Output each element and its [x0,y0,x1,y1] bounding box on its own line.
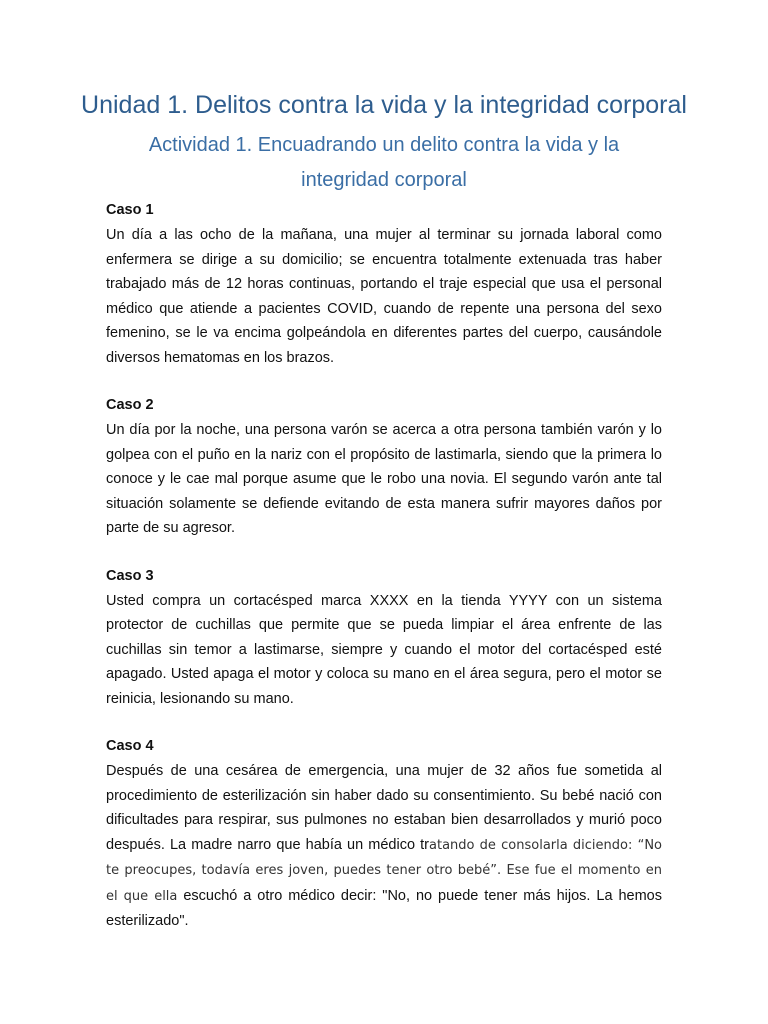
case-3 [106,566,662,712]
case-4-text [106,759,662,934]
case-1-heading: Caso 1 [106,202,154,218]
case-4 [106,736,662,934]
case-1 [106,200,662,370]
case-3-text: Usted compra un cortacésped marca XXXX en la tienda YYYY con un sistema protector de cuchillas que permite que se pueda limpiar el área enfrente de las cuchillas sin temor a lastimarse, siempre y cuando el motor del cortacésped esté apagado. Usted apaga el motor y coloca su mano en el área segura, pero el motor se reinicia, lesionando su mano. [106,592,662,707]
activity-subtitle: Actividad 1. Encuadrando un delito contra la vida y la integridad corporal [148,134,620,191]
case-1-text: Un día a las ocho de la mañana, una mujer al terminar su jornada laboral como enfermera se dirige a su domicilio; se encuentra totalmente extenuada tras haber trabajado más de 12 horas continuas, portando el traje especial que usa el personal médico que atiende a pacientes COVID, cuando de repente una persona del sexo femenino, se le va encima golpeándola en diferentes partes del cuerpo, causándole diversos hematomas en los brazos. [106,227,662,366]
case-2-text: Un día por la noche, una persona varón se acerca a otra persona también varón y lo golpea con el puño en la nariz con el propósito de lastimarla, siendo que la primera lo conoce y le cae mal porque asume que le robo una novia. El segundo varón ante tal situación solamente se defiende evitando de esta manera sufrir mayores daños por parte de su agresor. [106,422,662,536]
case-4-text-quote: atando de consolarla diciendo: “No te preocupes, todavía eres joven, puedes tener otro bebé”. Ese fue el momento en el que ella [106,837,662,904]
case-2 [106,395,662,541]
case-4-heading: Caso 4 [106,738,154,754]
case-4-text-start: Después de una cesárea de emergencia, una mujer de 32 años fue sometida al procedimiento de esterilización sin haber dado su consentimiento. Su bebé nació con dificultades para respirar, sus pulmones no estaban bien desarrollados y murió poco después. La madre narro que había un médico tr [106,763,662,853]
document-title: Unidad 1. Delitos contra la vida y la integridad corporal [81,91,687,119]
case-list [106,200,662,959]
case-4-text-end: escuchó a otro médico decir: "No, no puede tener más hijos. La hemos esterilizado". [106,887,662,929]
case-3-heading: Caso 3 [106,567,154,584]
case-2-heading: Caso 2 [106,397,154,413]
